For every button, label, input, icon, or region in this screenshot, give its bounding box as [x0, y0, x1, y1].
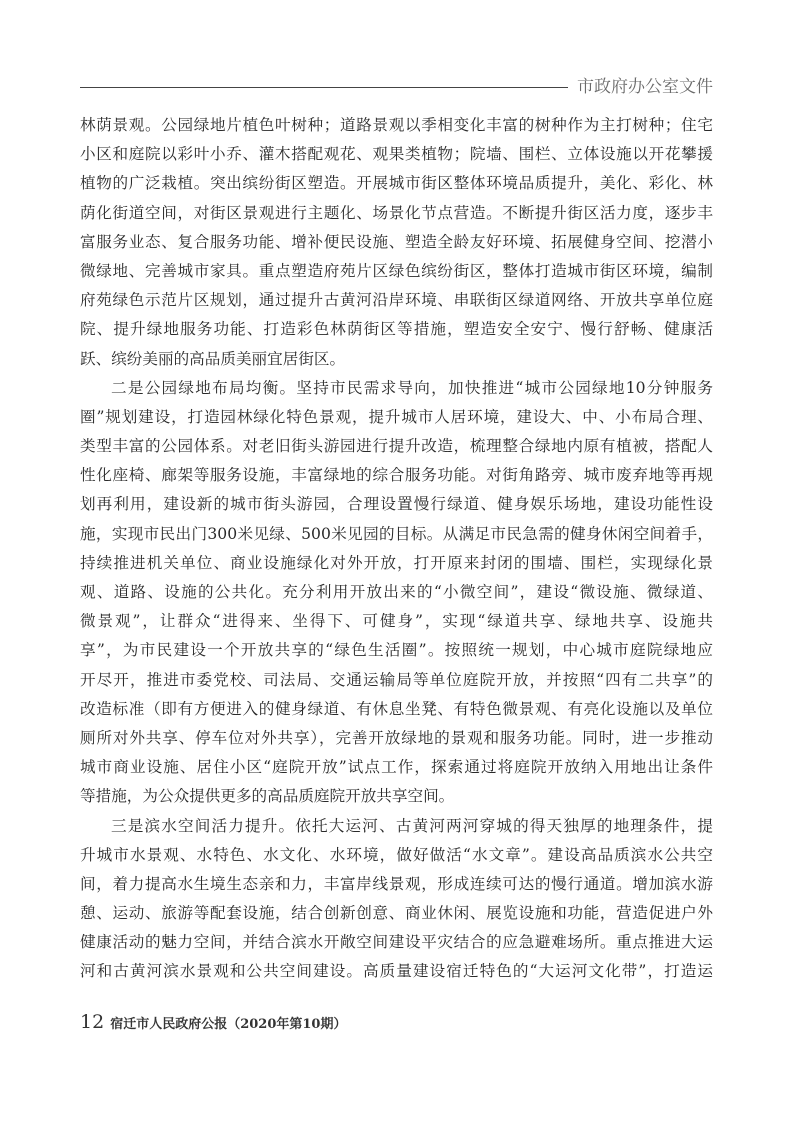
text-line: 升城市水景观、水特色、水文化、水环境，做好做活“水文章”。建设高品质滨水公共空 — [80, 845, 713, 864]
header-rule — [80, 87, 568, 88]
text-line: 微景观”，让群众“进得来、坐得下、可健身”，实现“绿道共享、绿地共享、设施共 — [80, 612, 713, 631]
text-line: 荫化街道空间，对街区景观进行主题化、场景化节点营造。不断提升街区活力度，逐步丰 — [80, 203, 713, 222]
text-line: 植物的广泛栽植。突出缤纷街区塑造。开展城市街区整体环境品质提升，美化、彩化、林 — [80, 174, 713, 193]
paragraph-start-line: 三是滨水空间活力提升。依托大运河、古黄河两河穿城的得天独厚的地理条件，提 — [111, 816, 713, 835]
text-line: 性化座椅、廊架等服务设施，丰富绿地的综合服务功能。对街角路旁、城市废弃地等再规 — [80, 466, 713, 485]
page-number: 12 — [80, 1011, 105, 1033]
text-line: 观、道路、设施的公共化。充分利用开放出来的“小微空间”，建设“微设施、微绿道、 — [80, 583, 713, 601]
text-line: 跃、缤纷美丽的高品质美丽宜居街区。 — [80, 349, 346, 368]
text-line: 持续推进机关单位、商业设施绿化对外开放，打开原来封闭的围墙、围栏，实现绿化景 — [80, 553, 713, 572]
text-line: 林荫景观。公园绿地片植色叶树种；道路景观以季相变化丰富的树种作为主打树种；住宅 — [80, 116, 713, 134]
text-line: 划再利用，建设新的城市街头游园，合理设置慢行绿道、健身娱乐场地，建设功能性设 — [80, 495, 713, 514]
text-line: 院、提升绿地服务功能、打造彩色林荫街区等措施，塑造安全安宁、慢行舒畅、健康活 — [80, 320, 713, 339]
journal-title: 宿迁市人民政府公报（2020年第10期） — [110, 1017, 347, 1032]
paragraph-start-line: 二是公园绿地布局均衡。坚持市民需求导向，加快推进“城市公园绿地10分钟服务 — [111, 378, 713, 397]
text-line: 施，实现市民出门300米见绿、500米见园的目标。从满足市民急需的健身休闲空间着手， — [80, 524, 713, 543]
running-header-title: 市政府办公室文件 — [577, 77, 713, 97]
text-line: 改造标准（即有方便进入的健身绿道、有休息坐凳、有特色微景观、有亮化设施以及单位 — [80, 699, 713, 718]
body-text — [80, 111, 713, 987]
text-line: 憩、运动、旅游等配套设施，结合创新创意、商业休闲、展览设施和功能，营造促进户外 — [80, 904, 713, 923]
text-line: 间，着力提高水生境生态亲和力，丰富岸线景观，形成连续可达的慢行通道。增加滨水游 — [80, 874, 713, 893]
text-line: 开尽开，推进市委党校、司法局、交通运输局等单位庭院开放，并按照“四有二共享”的 — [80, 670, 713, 689]
text-line: 富服务业态、复合服务功能、增补便民设施、塑造全龄友好环境、拓展健身空间、挖潜小 — [80, 232, 713, 251]
text-line: 城市商业设施、居住小区“庭院开放”试点工作，探索通过将庭院开放纳入用地出让条件 — [80, 758, 713, 777]
text-line: 等措施，为公众提供更多的高品质庭院开放共享空间。 — [80, 787, 455, 806]
page-footer — [80, 1011, 346, 1033]
text-line: 健康活动的魅力空间，并结合滨水开敞空间建设平灾结合的应急避难场所。重点推进大运 — [80, 933, 713, 952]
text-line: 河和古黄河滨水景观和公共空间建设。高质量建设宿迁特色的“大运河文化带”，打造运 — [80, 962, 713, 981]
text-line: 小区和庭院以彩叶小乔、灌木搭配观花、观果类植物；院墙、围栏、立体设施以开花攀援 — [80, 145, 713, 164]
text-line: 圈”规划建设，打造园林绿化特色景观，提升城市人居环境，建设大、中、小布局合理、 — [80, 407, 713, 426]
text-line: 府苑绿色示范片区规划，通过提升古黄河沿岸环境、串联街区绿道网络、开放共享单位庭 — [80, 291, 713, 310]
text-line: 厕所对外共享、停车位对外共享），完善开放绿地的景观和服务功能。同时，进一步推动 — [80, 728, 713, 747]
text-line: 享”，为市民建设一个开放共享的“绿色生活圈”。按照统一规划，中心城市庭院绿地应 — [80, 641, 713, 660]
text-line: 类型丰富的公园体系。对老旧街头游园进行提升改造，梳理整合绿地内原有植被，搭配人 — [80, 437, 713, 456]
text-line: 微绿地、完善城市家具。重点塑造府苑片区绿色缤纷街区，整体打造城市街区环境，编制 — [80, 261, 713, 280]
